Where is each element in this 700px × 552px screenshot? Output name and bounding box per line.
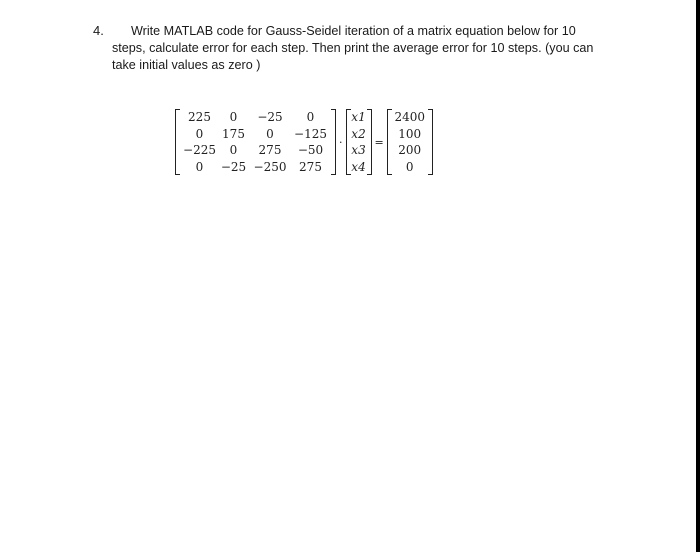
- vector-b-right-bracket: [428, 109, 433, 175]
- matrix-cell: 0: [229, 110, 238, 125]
- question-4: [93, 23, 613, 74]
- vector-cell: 200: [398, 143, 422, 158]
- vector-cell: x4: [351, 159, 366, 174]
- question-line-3: take initial values as zero ): [112, 58, 261, 72]
- vector-cell: x2: [351, 126, 366, 141]
- question-line-2: steps, calculate error for each step. Then print the average error for 10 steps. (you can: [112, 41, 594, 55]
- matrix-cell: −50: [297, 143, 324, 158]
- page-right-edge: [696, 0, 700, 552]
- matrix-cell: 0: [195, 126, 204, 141]
- constant-vector: [392, 109, 428, 175]
- vector-cell: 100: [398, 126, 422, 141]
- matrix-cell: 0: [229, 143, 238, 158]
- matrix-cell: −25: [257, 110, 283, 125]
- matrix-cell: 0: [195, 159, 204, 174]
- question-text: [112, 23, 613, 74]
- matrix-cell: 175: [222, 126, 245, 141]
- matrix-cell: −25: [220, 159, 247, 174]
- matrix-cell: 0: [306, 110, 315, 125]
- matrix-cell: 0: [266, 126, 274, 141]
- vector-cell: 2400: [394, 110, 425, 125]
- matrix-cell: −250: [253, 159, 287, 174]
- matrix-cell: 275: [299, 159, 322, 174]
- unknown-vector: [351, 109, 367, 175]
- matrix-cell: 225: [188, 110, 211, 125]
- multiply-dot: ·: [339, 135, 343, 149]
- vector-cell: 0: [405, 159, 414, 174]
- matrix-equation: [175, 109, 433, 175]
- coefficient-matrix: [180, 109, 331, 175]
- vector-cell: x1: [351, 110, 366, 125]
- matrix-cell: −225: [183, 143, 216, 158]
- matrix-cell: −125: [294, 126, 327, 141]
- question-line-1: Write MATLAB code for Gauss-Seidel iteration of a matrix equation below for 10: [131, 24, 576, 38]
- question-number: 4.: [93, 23, 104, 38]
- matrix-cell: 275: [258, 143, 282, 158]
- equals-sign: =: [374, 135, 384, 149]
- vector-cell: x3: [351, 143, 366, 158]
